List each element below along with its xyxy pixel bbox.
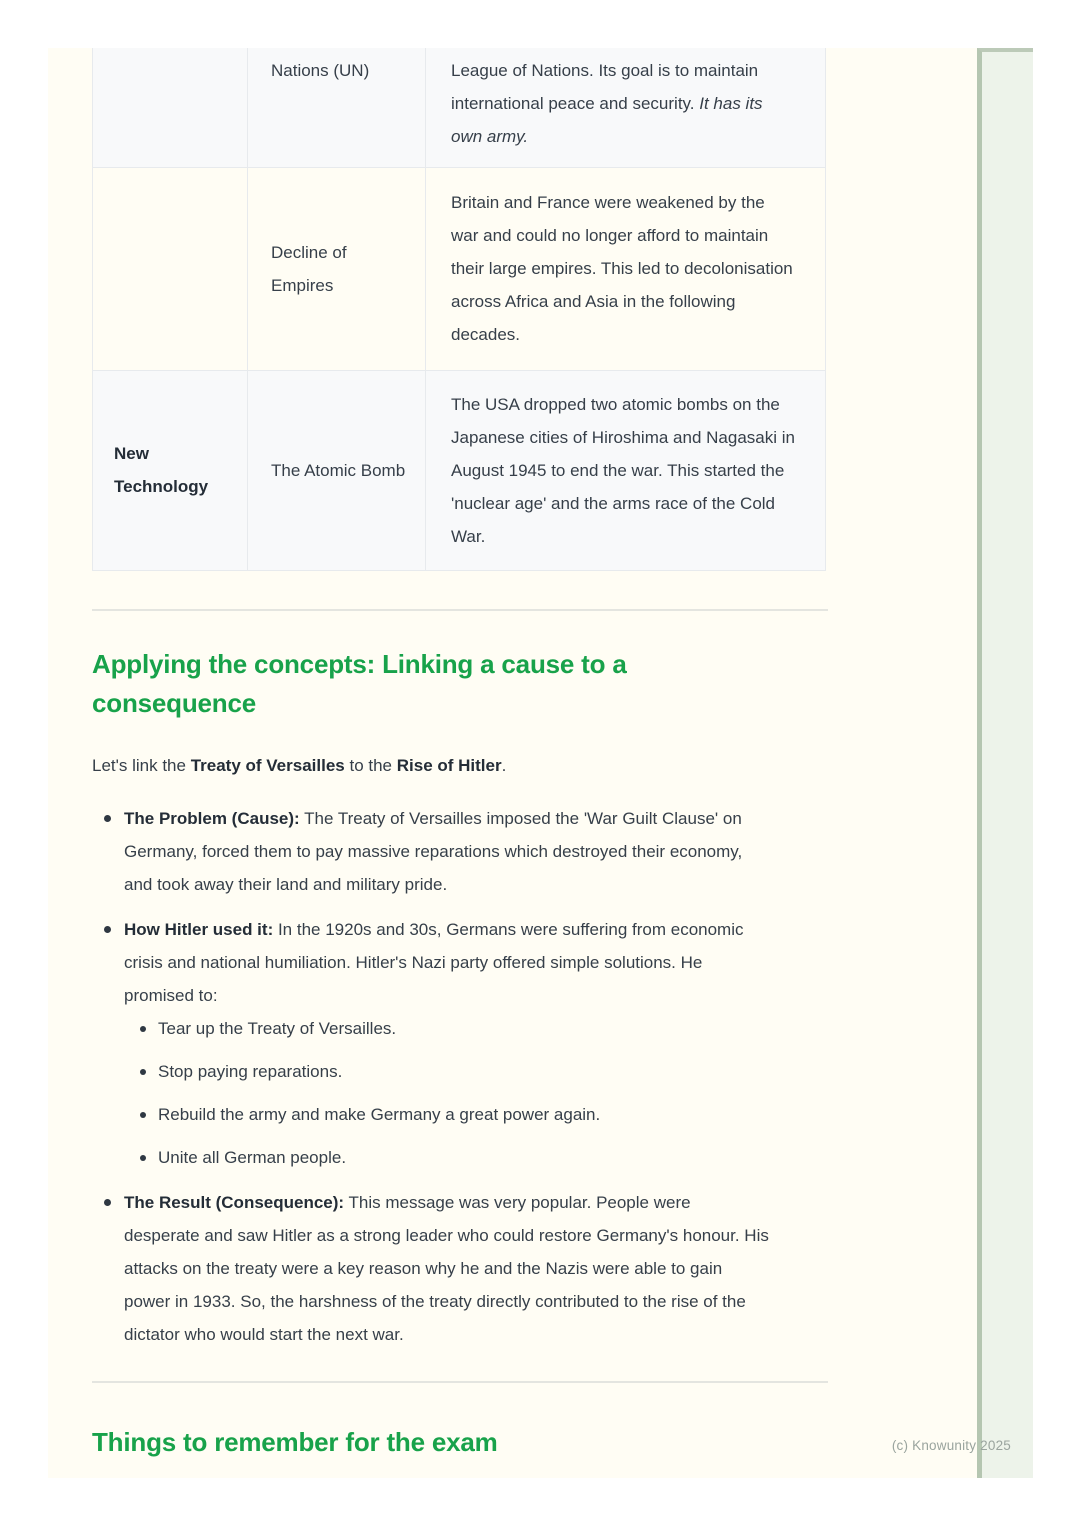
- cell-description-italic-text: It has its own army.: [451, 94, 763, 146]
- bullet-text: The Treaty of Versailles imposed the 'War Guilt Clause' on Germany, forced them to pay massive reparations which destroyed their economy, and took away their land and military pride.: [124, 808, 743, 894]
- cell-item-text: Decline of Empires: [271, 242, 347, 295]
- table-row: [93, 48, 826, 167]
- cell-item-text: The Atomic Bomb: [271, 460, 406, 480]
- notes-table: [92, 48, 826, 571]
- cell-item: [248, 48, 426, 167]
- table-row: [93, 167, 826, 370]
- cell-description-text: The USA dropped two atomic bombs on the Japanese cities of Hiroshima and Nagasaki in August 1945 to end the war. This started the 'nuclear age' and the arms race of the Cold War.: [451, 394, 795, 546]
- sub-bullet-promise: Unite all German people.: [124, 1141, 769, 1174]
- section-divider: [92, 609, 828, 611]
- sub-bullet-promise: Tear up the Treaty of Versailles.: [124, 1012, 769, 1045]
- cell-item: [248, 167, 426, 370]
- bullet-text: This message was very popular. People were desperate and saw Hitler as a strong leader who could restore Germany's honour. His attacks on the treaty were a key reason why he and the Nazis were able to gain power in 1933. So, the harshness of the treaty directly contributed to the rise of the dictator who would start the next war.: [124, 1192, 769, 1344]
- cell-topic: [93, 48, 248, 167]
- cell-topic: [93, 370, 248, 570]
- bullet-result: [92, 1186, 769, 1351]
- intro-bold-hitler: Rise of Hitler: [396, 755, 502, 775]
- bullet-problem: [92, 802, 769, 901]
- cell-description-text: Britain and France were weakened by the war and could no longer afford to maintain their large empires. This led to decolonisation across Africa and Asia in the following decades.: [451, 193, 793, 344]
- cell-description: [426, 167, 826, 370]
- bullet-how-hitler-used-it: [92, 913, 769, 1174]
- cell-description: [426, 370, 826, 570]
- bullet-text: In the 1920s and 30s, Germans were suffering from economic crisis and national humiliation. Hitler's Nazi party offered simple solutions. He promised to:: [124, 919, 744, 1005]
- page-edge-green-strip: [977, 48, 1033, 1478]
- cause-consequence-list: [92, 802, 828, 1351]
- cell-description: [426, 48, 826, 167]
- cell-item: [248, 370, 426, 570]
- sub-bullet-promise: Rebuild the army and make Germany a great power again.: [124, 1098, 769, 1131]
- cell-topic: [93, 167, 248, 370]
- intro-text: Let's link the: [92, 755, 191, 775]
- intro-paragraph: [92, 749, 828, 782]
- bullet-lead: The Result (Consequence):: [124, 1192, 345, 1212]
- sub-bullet-promise: Stop paying reparations.: [124, 1055, 769, 1088]
- intro-bold-treaty: Treaty of Versailles: [190, 755, 345, 775]
- hitler-promises-list: [124, 1012, 769, 1174]
- intro-text: to the: [344, 755, 397, 775]
- intro-text: .: [501, 755, 507, 775]
- section-heading-apply: Applying the concepts: Linking a cause to a consequence: [92, 648, 627, 718]
- cell-topic-text: New Technology: [114, 444, 209, 496]
- page-content: [92, 48, 828, 1462]
- section-heading-exam: Things to remember for the exam: [92, 1426, 498, 1457]
- knowunity-watermark: (c) Knowunity 2025: [891, 1438, 1011, 1453]
- document-page: [48, 48, 1033, 1478]
- cell-description-text: League of Nations. Its goal is to maintain international peace and security.: [451, 61, 759, 113]
- section-divider: [92, 1381, 828, 1383]
- bullet-lead: The Problem (Cause):: [124, 808, 300, 828]
- bullet-lead: How Hitler used it:: [124, 919, 274, 939]
- table-row: [93, 370, 826, 570]
- cell-item-text: Nations (UN): [271, 61, 370, 80]
